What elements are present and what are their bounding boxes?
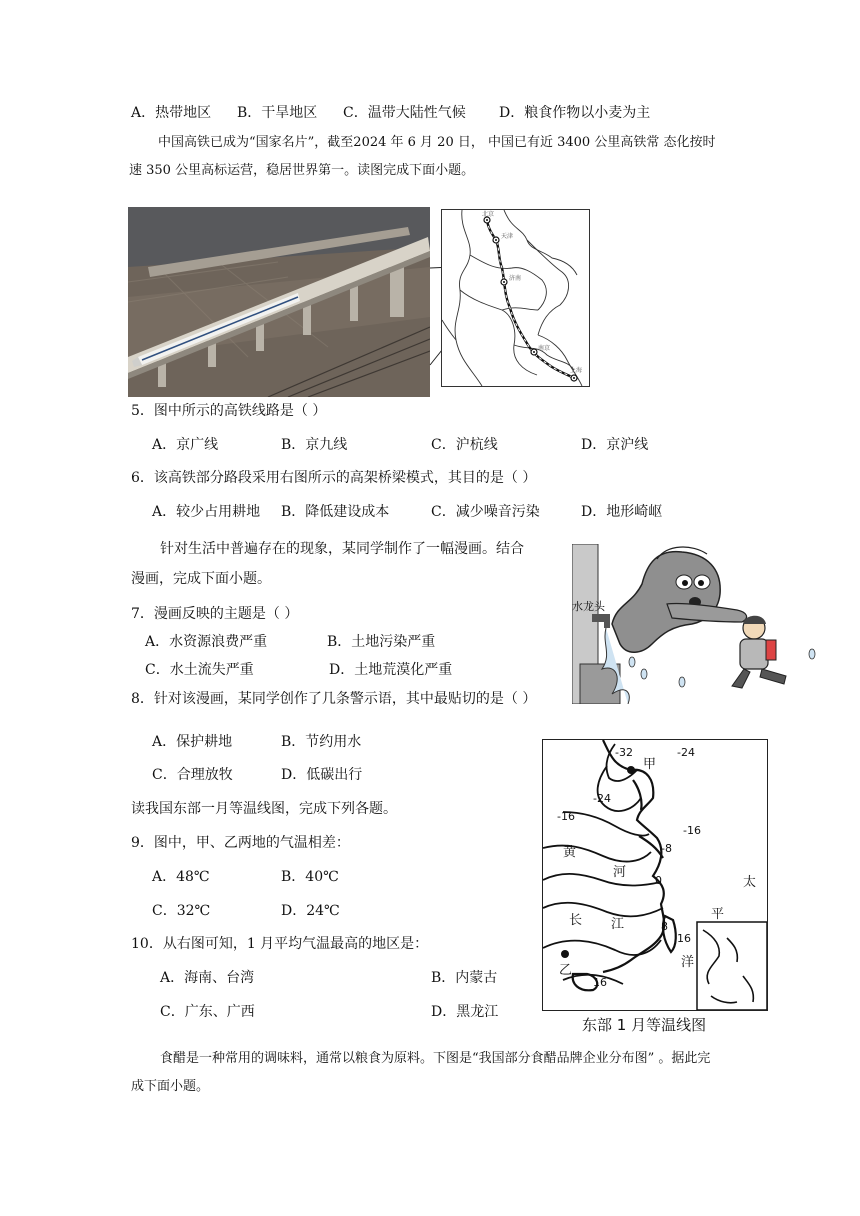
- q6-option-c: C．减少噪音污染: [431, 504, 540, 520]
- vinegar-intro-line1: 食醋是一种常用的调味料，通常以粮食为原料。下图是“我国部分食醋品牌企业分布图” 。据此完: [160, 1051, 711, 1066]
- viaduct-illustration: [128, 207, 430, 397]
- water-waste-cartoon: [572, 544, 822, 704]
- q7-option-c: C．水土流失严重: [145, 662, 254, 678]
- iso-label-m24b: -24: [593, 792, 611, 805]
- iso-label-jiang: 江: [611, 917, 625, 932]
- rail-intro-line2: 速 350 公里高标运营，稳居世界第一。读图完成下面小题。: [129, 163, 475, 178]
- iso-label-yi: 乙: [559, 963, 573, 978]
- isotherm-svg: [543, 740, 767, 1010]
- map-label-beijing: 北京: [482, 211, 495, 218]
- iso-label-p16a: 16: [677, 932, 691, 945]
- q7-stem: 7．漫画反映的主题是（ ）: [131, 606, 299, 622]
- iso-label-m8: -8: [661, 842, 672, 855]
- iso-label-zero: 0: [655, 874, 662, 887]
- iso-label-tai: 太: [743, 875, 757, 890]
- map-label-jinan: 济南: [509, 275, 522, 282]
- q6-option-d: D．地形崎岖: [581, 504, 663, 520]
- q8-option-a: A．保护耕地: [152, 734, 233, 750]
- q7-option-a: A．水资源浪费严重: [145, 634, 268, 650]
- q10-stem: 10．从右图可知，1 月平均气温最高的地区是：: [131, 936, 429, 952]
- iso-label-jia: 甲: [643, 757, 657, 772]
- high-speed-rail-photo: [128, 207, 430, 397]
- map-label-shanghai: 上海: [570, 367, 583, 374]
- q5-stem: 5．图中所示的高铁线路是（ ）: [131, 403, 327, 419]
- isotherm-map-caption: 东部 1 月等温线图: [582, 1016, 707, 1034]
- rail-route-map: [441, 209, 590, 387]
- q4-option-c: C．温带大陆性气候: [343, 105, 466, 121]
- iso-label-m32: -32: [615, 746, 633, 759]
- q8-stem: 8．针对该漫画，某同学创作了几条警示语，其中最贴切的是（ ）: [131, 691, 537, 707]
- q6-option-a: A．较少占用耕地: [152, 504, 261, 520]
- q8-option-d: D．低碳出行: [281, 767, 363, 783]
- q7-option-b: B．土地污染严重: [327, 634, 436, 650]
- iso-label-ping: 平: [711, 907, 725, 922]
- iso-label-chang: 长: [569, 913, 583, 928]
- iso-label-m24a: -24: [677, 746, 695, 759]
- q10-option-b: B．内蒙古: [431, 970, 498, 986]
- q4-option-b: B．干旱地区: [237, 105, 318, 121]
- q9-option-b: B．40℃: [281, 869, 339, 885]
- q5-option-a: A．京广线: [152, 437, 219, 453]
- map-label-nanjing: 南京: [538, 345, 551, 352]
- q6-option-b: B．降低建设成本: [281, 504, 390, 520]
- isotherm-intro: 读我国东部一月等温线图，完成下列各题。: [131, 801, 397, 817]
- q10-option-d: D．黑龙江: [431, 1004, 499, 1020]
- cartoon-intro-line1: 针对生活中普遍存在的现象，某同学制作了一幅漫画。结合: [160, 541, 524, 557]
- q4-option-d: D．粮食作物以小麦为主: [499, 105, 651, 121]
- iso-label-m16a: -16: [557, 810, 575, 823]
- q4-option-a: A．热带地区: [131, 105, 212, 121]
- q8-option-c: C．合理放牧: [152, 767, 233, 783]
- q10-option-c: C．广东、广西: [160, 1004, 255, 1020]
- q9-option-c: C．32℃: [152, 903, 211, 919]
- faucet-label: 水龙头: [572, 600, 605, 613]
- q7-option-d: D．土地荒漠化严重: [329, 662, 453, 678]
- cartoon-svg: [572, 544, 822, 704]
- q9-option-d: D．24℃: [281, 903, 340, 919]
- q5-option-b: B．京九线: [281, 437, 348, 453]
- q9-option-a: A．48℃: [152, 869, 210, 885]
- q5-option-d: D．京沪线: [581, 437, 649, 453]
- rail-route-svg: [442, 210, 589, 386]
- iso-label-he: 河: [613, 865, 627, 880]
- q8-option-b: B．节约用水: [281, 734, 362, 750]
- iso-label-m16b: -16: [683, 824, 701, 837]
- iso-label-p8: 8: [661, 920, 668, 933]
- rail-intro-line1: 中国高铁已成为“国家名片”，截至2024 年 6 月 20 日， 中国已有近 3400 公里高铁常 态化按时: [158, 135, 716, 150]
- q10-option-a: A．海南、台湾: [160, 970, 255, 986]
- vinegar-intro-line2: 成下面小题。: [131, 1079, 210, 1094]
- iso-label-p16b: 16: [593, 976, 607, 989]
- map-label-tianjin: 天津: [501, 233, 514, 240]
- q5-option-c: C．沪杭线: [431, 437, 498, 453]
- january-isotherm-map: [542, 739, 768, 1011]
- iso-label-yang: 洋: [681, 955, 695, 970]
- q9-stem: 9．图中，甲、乙两地的气温相差：: [131, 835, 350, 851]
- iso-label-huang: 黄: [563, 845, 577, 860]
- q6-stem: 6．该高铁部分路段采用右图所示的高架桥梁模式，其目的是（ ）: [131, 470, 537, 486]
- cartoon-intro-line2: 漫画，完成下面小题。: [131, 571, 271, 587]
